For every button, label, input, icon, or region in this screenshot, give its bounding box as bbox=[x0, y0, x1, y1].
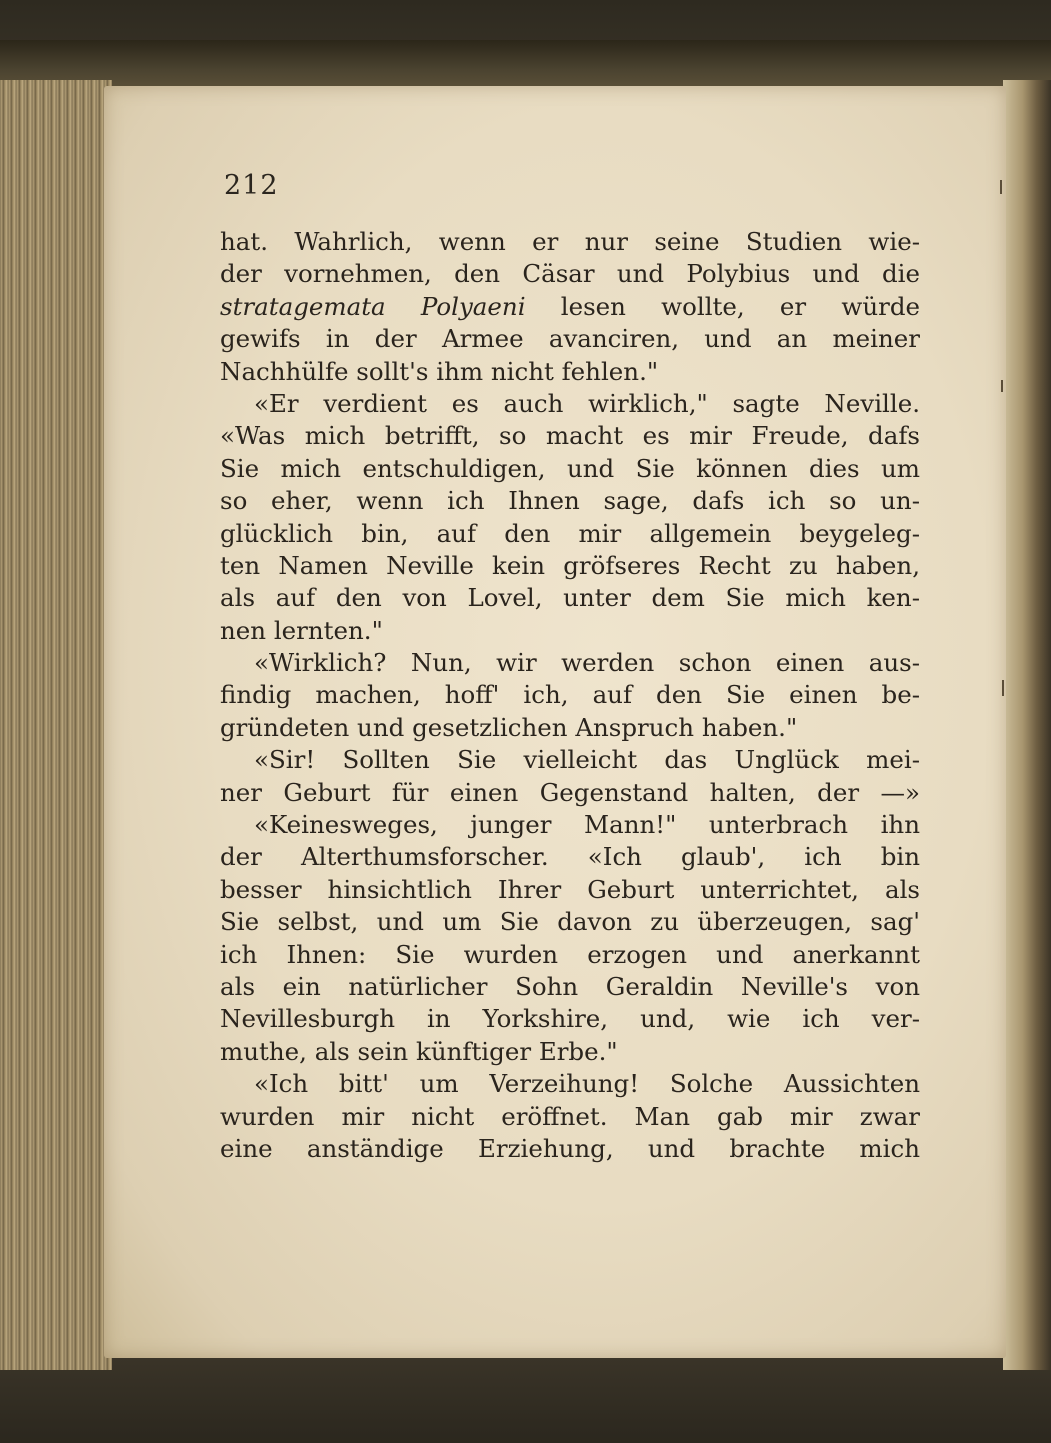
margin-mark bbox=[1002, 680, 1004, 696]
text-line: besser hinsichtlich Ihrer Geburt unterrichtet, als bbox=[220, 874, 920, 904]
page-edges-left bbox=[0, 80, 112, 1370]
text-line: als auf den von Lovel, unter dem Sie mich ken- bbox=[220, 583, 920, 613]
text-line: ner Geburt für einen Gegenstand halten, der —» bbox=[220, 777, 920, 807]
text-line: «Was mich betrifft, so macht es mir Freude, dafs bbox=[220, 421, 920, 451]
book-cover-top-edge bbox=[0, 40, 1051, 90]
text-line: der Alterthumsforscher. «Ich glaub', ich bin bbox=[220, 842, 920, 872]
text-line: Nachhülfe sollt's ihm nicht fehlen." bbox=[220, 356, 659, 386]
text-line: findig machen, hoff' ich, auf den Sie einen be- bbox=[220, 680, 920, 710]
book-spine-right bbox=[1003, 80, 1051, 1370]
text-line: glücklich bin, auf den mir allgemein beygeleg- bbox=[220, 518, 920, 548]
page-number: 212 bbox=[224, 170, 279, 201]
text-line bbox=[220, 291, 920, 323]
italic-phrase: stratagemata Polyaeni bbox=[220, 291, 526, 321]
text-line: ich Ihnen: Sie wurden erzogen und anerkannt bbox=[220, 939, 920, 969]
text-line: Sie selbst, und um Sie davon zu überzeugen, sag' bbox=[220, 907, 920, 937]
text-line: so eher, wenn ich Ihnen sage, dafs ich so un- bbox=[220, 486, 920, 516]
text-line: als ein natürlicher Sohn Geraldin Neville's von bbox=[220, 971, 920, 1001]
text-line: gewifs in der Armee avanciren, und an meiner bbox=[220, 324, 920, 354]
text-line: Sie mich entschuldigen, und Sie können dies um bbox=[220, 453, 920, 483]
text-line: gründeten und gesetzlichen Anspruch haben." bbox=[220, 712, 798, 742]
text-line: «Er verdient es auch wirklich," sagte Neville. bbox=[254, 388, 920, 418]
text-line: «Ich bitt' um Verzeihung! Solche Aussichten bbox=[254, 1069, 920, 1099]
text-line: muthe, als sein künftiger Erbe." bbox=[220, 1036, 618, 1066]
text-line: «Sir! Sollten Sie vielleicht das Unglück mei- bbox=[254, 745, 920, 775]
body-text bbox=[220, 226, 920, 1165]
text-line: ten Namen Neville kein gröfseres Recht zu haben, bbox=[220, 550, 920, 580]
text-line: «Keinesweges, junger Mann!" unterbrach ihn bbox=[254, 810, 920, 840]
text-line: der vornehmen, den Cäsar und Polybius und die bbox=[220, 259, 920, 289]
text-line: wurden mir nicht eröffnet. Man gab mir zwar bbox=[220, 1101, 920, 1131]
text-line: «Wirklich? Nun, wir werden schon einen aus- bbox=[254, 648, 920, 678]
text-line: eine anständige Erziehung, und brachte mich bbox=[220, 1133, 920, 1163]
text-line-suffix: lesen wollte, er würde bbox=[525, 291, 920, 321]
text-line: hat. Wahrlich, wenn er nur seine Studien wie- bbox=[220, 227, 920, 256]
margin-mark bbox=[1000, 180, 1002, 194]
text-line: nen lernten." bbox=[220, 615, 383, 645]
margin-mark bbox=[1001, 380, 1003, 392]
text-line: Nevillesburgh in Yorkshire, und, wie ich ver- bbox=[220, 1004, 920, 1034]
